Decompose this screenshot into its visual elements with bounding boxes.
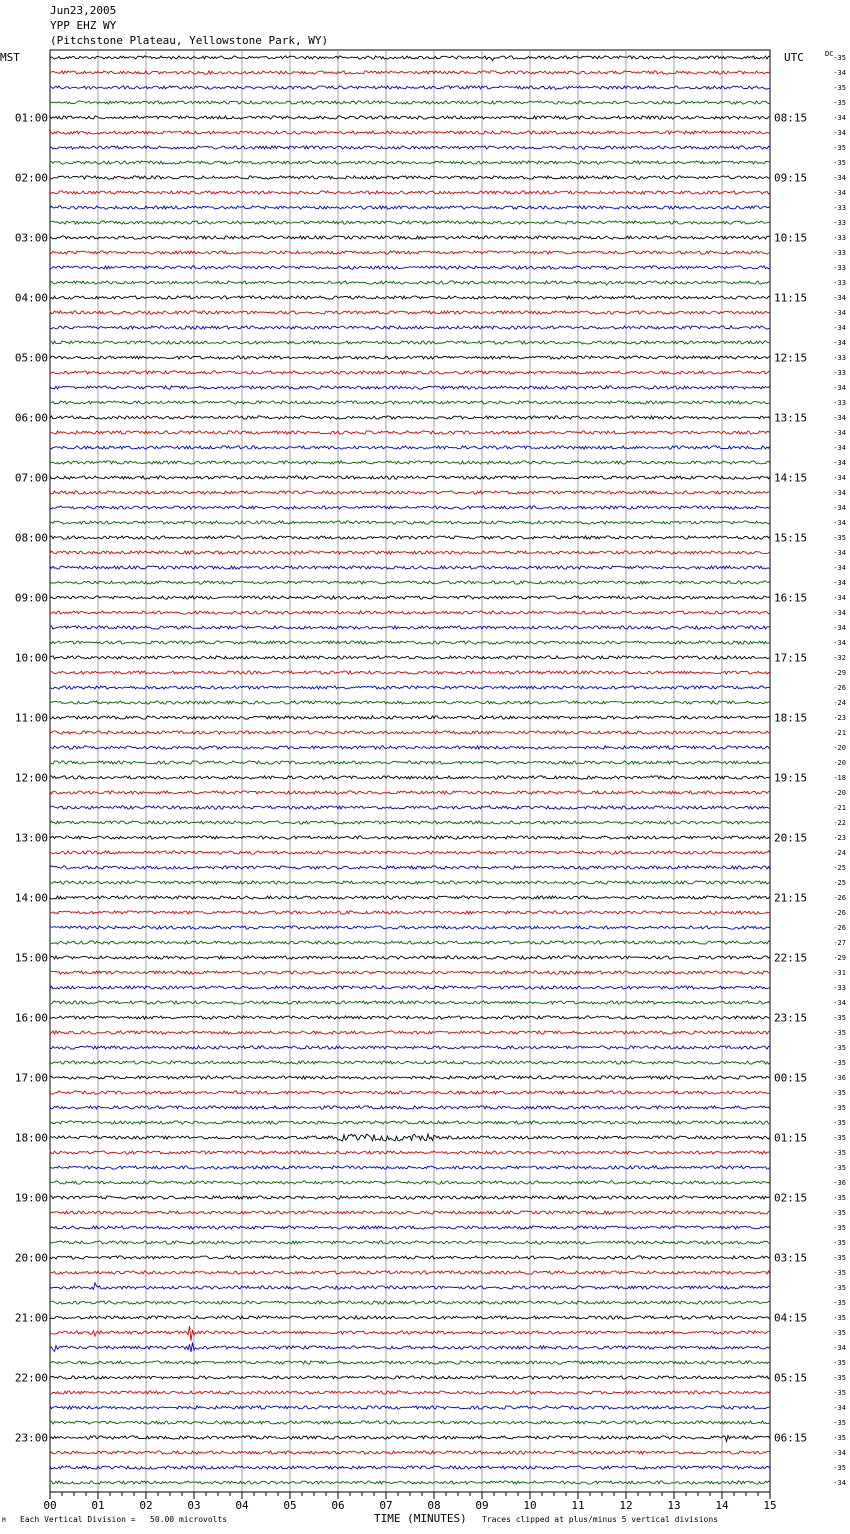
dc-offset-label: -24 xyxy=(833,849,846,857)
dc-offset-label: -33 xyxy=(833,369,846,377)
hour-label-left: 14:00 xyxy=(14,891,48,905)
dc-offset-label: -34 xyxy=(833,504,846,512)
trace-line xyxy=(50,191,770,194)
dc-offset-label: -34 xyxy=(833,69,846,77)
trace-line xyxy=(50,1326,770,1341)
dc-offset-label: -35 xyxy=(833,1374,846,1382)
dc-offset-label: -34 xyxy=(833,999,846,1007)
trace-line xyxy=(50,326,770,329)
dc-offset-label: -21 xyxy=(833,804,846,812)
dc-offset-label: -34 xyxy=(833,174,846,182)
dc-offset-label: -35 xyxy=(833,534,846,542)
dc-offset-label: -34 xyxy=(833,189,846,197)
dc-offset-label: -35 xyxy=(833,1089,846,1097)
hour-label-right: 02:15 xyxy=(774,1191,808,1205)
trace-line xyxy=(50,311,770,314)
trace-line xyxy=(50,1001,770,1004)
dc-offset-label: -32 xyxy=(833,654,846,662)
trace-line xyxy=(50,1226,770,1229)
hour-label-left: 07:00 xyxy=(14,471,48,485)
trace-line xyxy=(50,296,770,299)
trace-line xyxy=(50,1283,770,1289)
dc-offset-label: -35 xyxy=(833,159,846,167)
hour-label-left: 05:00 xyxy=(14,351,48,365)
clip-note: Traces clipped at plus/minus 5 vertical divisions xyxy=(482,1515,719,1524)
trace-line xyxy=(50,956,770,959)
trace-line xyxy=(50,866,770,869)
dc-offset-label: -34 xyxy=(833,474,846,482)
dc-offset-label: -34 xyxy=(833,564,846,572)
x-tick-label: 10 xyxy=(523,1499,537,1512)
hour-label-left: 23:00 xyxy=(14,1431,48,1445)
dc-offset-label: -34 xyxy=(833,609,846,617)
dc-offset-label: -20 xyxy=(833,789,846,797)
dc-offset-label: -33 xyxy=(833,249,846,257)
hour-label-right: 21:15 xyxy=(774,891,808,905)
dc-offset-label: -35 xyxy=(833,1329,846,1337)
hour-label-left: 10:00 xyxy=(14,651,48,665)
trace-line xyxy=(50,671,770,674)
dc-offset-label: -34 xyxy=(833,339,846,347)
hour-label-left: 03:00 xyxy=(14,231,48,245)
trace-line xyxy=(50,926,770,929)
dc-offset-label: -36 xyxy=(833,1179,846,1187)
trace-line xyxy=(50,1361,770,1364)
hour-label-right: 01:15 xyxy=(774,1131,808,1145)
trace-line xyxy=(50,431,770,434)
dc-offset-label: -25 xyxy=(833,864,846,872)
trace-line xyxy=(50,1181,770,1184)
dc-offset-label: -33 xyxy=(833,264,846,272)
trace-line xyxy=(50,776,770,779)
trace-line xyxy=(50,371,770,374)
scale-note: Each Vertical Division = 50.00 microvolts xyxy=(20,1515,228,1524)
dc-offset-label: -35 xyxy=(833,1224,846,1232)
dc-offset-label: -34 xyxy=(833,429,846,437)
dc-offset-label: -35 xyxy=(833,1284,846,1292)
dc-offset-label: -34 xyxy=(833,384,846,392)
dc-offset-label: -33 xyxy=(833,204,846,212)
trace-line xyxy=(50,1151,770,1154)
hour-label-left: 01:00 xyxy=(14,111,48,125)
trace-line xyxy=(50,116,770,119)
trace-line xyxy=(50,1256,770,1259)
dc-offset-header: DC xyxy=(825,50,834,58)
trace-line xyxy=(50,641,770,644)
dc-offset-label: -34 xyxy=(833,1404,846,1412)
trace-line xyxy=(50,1196,770,1199)
dc-offset-label: -27 xyxy=(833,939,846,947)
trace-line xyxy=(50,146,770,149)
dc-offset-label: -35 xyxy=(833,1119,846,1127)
dc-offset-label: -35 xyxy=(833,1254,846,1262)
x-tick-label: 08 xyxy=(427,1499,441,1512)
trace-line xyxy=(50,446,770,449)
trace-line xyxy=(50,461,770,464)
trace-line xyxy=(50,266,770,269)
dc-offset-label: -35 xyxy=(833,1044,846,1052)
trace-line xyxy=(50,1343,770,1352)
x-tick-label: 15 xyxy=(763,1499,777,1512)
plot-date: Jun23,2005 xyxy=(50,4,117,17)
hour-label-right: 10:15 xyxy=(774,231,808,245)
x-tick-label: 13 xyxy=(667,1499,681,1512)
dc-offset-label: -34 xyxy=(833,1479,846,1487)
dc-offset-label: -34 xyxy=(833,324,846,332)
hour-label-left: 11:00 xyxy=(14,711,48,725)
hour-label-left: 18:00 xyxy=(14,1131,48,1145)
dc-offset-label: -29 xyxy=(833,669,846,677)
trace-line xyxy=(50,686,770,689)
hour-label-left: 15:00 xyxy=(14,951,48,965)
trace-line xyxy=(50,821,770,824)
trace-line xyxy=(50,791,770,794)
dc-offset-label: -36 xyxy=(833,1074,846,1082)
dc-offset-label: -34 xyxy=(833,579,846,587)
hour-label-right: 04:15 xyxy=(774,1311,808,1325)
trace-line xyxy=(50,986,770,989)
hour-label-right: 08:15 xyxy=(774,111,808,125)
dc-offset-label: -35 xyxy=(833,99,846,107)
station-location: (Pitchstone Plateau, Yellowstone Park, WY) xyxy=(50,34,329,47)
dc-offset-label: -25 xyxy=(833,879,846,887)
dc-offset-label: -35 xyxy=(833,1014,846,1022)
trace-line xyxy=(50,746,770,749)
dc-offset-label: -29 xyxy=(833,954,846,962)
plot-frame xyxy=(50,50,770,1492)
hour-label-right: 05:15 xyxy=(774,1371,808,1385)
x-tick-label: 07 xyxy=(379,1499,393,1512)
dc-offset-label: -20 xyxy=(833,744,846,752)
hour-label-right: 20:15 xyxy=(774,831,808,845)
label-layer xyxy=(15,54,846,1512)
hour-label-right: 22:15 xyxy=(774,951,808,965)
dc-offset-label: -35 xyxy=(833,1419,846,1427)
x-tick-label: 00 xyxy=(43,1499,57,1512)
trace-line xyxy=(50,851,770,854)
dc-offset-label: -34 xyxy=(833,519,846,527)
hour-label-right: 00:15 xyxy=(774,1071,808,1085)
hour-label-right: 23:15 xyxy=(774,1011,808,1025)
dc-offset-label: -35 xyxy=(833,1194,846,1202)
trace-line xyxy=(50,521,770,524)
trace-line xyxy=(50,1134,770,1141)
hour-label-right: 19:15 xyxy=(774,771,808,785)
dc-offset-label: -35 xyxy=(833,1164,846,1172)
trace-line xyxy=(50,911,770,914)
dc-offset-label: -34 xyxy=(833,414,846,422)
dc-offset-label: -34 xyxy=(833,444,846,452)
trace-line xyxy=(50,1211,770,1214)
dc-offset-label: -34 xyxy=(833,1449,846,1457)
dc-offset-label: -35 xyxy=(833,1464,846,1472)
dc-offset-label: -22 xyxy=(833,819,846,827)
trace-line xyxy=(50,1271,770,1274)
hour-label-right: 17:15 xyxy=(774,651,808,665)
dc-offset-label: -33 xyxy=(833,354,846,362)
dc-offset-label: -26 xyxy=(833,909,846,917)
hour-label-right: 14:15 xyxy=(774,471,808,485)
x-tick-label: 02 xyxy=(139,1499,153,1512)
trace-line xyxy=(50,101,770,104)
trace-line xyxy=(50,1316,770,1319)
trace-line xyxy=(50,161,770,164)
trace-line xyxy=(50,251,770,254)
trace-line xyxy=(50,656,770,659)
x-axis-title: TIME (MINUTES) xyxy=(374,1512,467,1525)
dc-offset-label: -26 xyxy=(833,924,846,932)
right-timezone-label: UTC xyxy=(784,51,804,64)
dc-offset-label: -34 xyxy=(833,459,846,467)
hour-label-right: 16:15 xyxy=(774,591,808,605)
trace-line xyxy=(50,761,770,764)
hour-label-right: 06:15 xyxy=(774,1431,808,1445)
dc-offset-label: -35 xyxy=(833,1029,846,1037)
trace-line xyxy=(50,626,770,629)
x-tick-label: 03 xyxy=(187,1499,201,1512)
trace-line xyxy=(50,506,770,509)
hour-label-left: 04:00 xyxy=(14,291,48,305)
trace-line xyxy=(50,836,770,839)
x-tick-label: 05 xyxy=(283,1499,297,1512)
dc-offset-label: -35 xyxy=(833,54,846,62)
hour-label-right: 03:15 xyxy=(774,1251,808,1265)
trace-line xyxy=(50,1076,770,1079)
trace-line xyxy=(50,1466,770,1469)
dc-offset-label: -34 xyxy=(833,129,846,137)
station-code: YPP EHZ WY xyxy=(50,19,117,32)
hour-label-right: 09:15 xyxy=(774,171,808,185)
trace-line xyxy=(50,1421,770,1424)
hour-label-left: 19:00 xyxy=(14,1191,48,1205)
x-tick-label: 12 xyxy=(619,1499,633,1512)
dc-offset-label: -31 xyxy=(833,969,846,977)
trace-line xyxy=(50,71,770,74)
x-tick-label: 04 xyxy=(235,1499,249,1512)
hour-label-right: 13:15 xyxy=(774,411,808,425)
dc-offset-label: -23 xyxy=(833,714,846,722)
trace-line xyxy=(50,401,770,404)
trace-layer xyxy=(50,56,770,1484)
hour-label-left: 09:00 xyxy=(14,591,48,605)
hour-label-left: 16:00 xyxy=(14,1011,48,1025)
left-timezone-label: MST xyxy=(0,51,20,64)
trace-line xyxy=(50,341,770,344)
trace-line xyxy=(50,566,770,569)
hour-label-right: 15:15 xyxy=(774,531,808,545)
dc-offset-label: -33 xyxy=(833,279,846,287)
trace-line xyxy=(50,56,770,61)
dc-offset-label: -35 xyxy=(833,1434,846,1442)
trace-line xyxy=(50,1436,770,1442)
hour-label-left: 02:00 xyxy=(14,171,48,185)
x-tick-label: 14 xyxy=(715,1499,729,1512)
trace-line xyxy=(50,386,770,389)
trace-line xyxy=(50,536,770,539)
dc-offset-label: -18 xyxy=(833,774,846,782)
dc-offset-label: -34 xyxy=(833,549,846,557)
trace-line xyxy=(50,131,770,134)
trace-line xyxy=(50,941,770,944)
x-tick-label: 01 xyxy=(91,1499,105,1512)
dc-offset-label: -34 xyxy=(833,639,846,647)
trace-line xyxy=(50,176,770,179)
dc-offset-label: -35 xyxy=(833,1104,846,1112)
hour-label-left: 06:00 xyxy=(14,411,48,425)
trace-line xyxy=(50,236,770,239)
trace-line xyxy=(50,731,770,734)
trace-line xyxy=(50,551,770,554)
trace-line xyxy=(50,1106,770,1109)
hour-label-right: 18:15 xyxy=(774,711,808,725)
trace-line xyxy=(50,1061,770,1064)
trace-line xyxy=(50,491,770,494)
trace-line xyxy=(50,971,770,974)
corner-mark: M xyxy=(2,1517,6,1524)
trace-line xyxy=(50,896,770,899)
dc-offset-label: -34 xyxy=(833,489,846,497)
dc-offset-label: -35 xyxy=(833,1239,846,1247)
x-tick-label: 09 xyxy=(475,1499,489,1512)
dc-offset-label: -35 xyxy=(833,1059,846,1067)
hour-label-right: 11:15 xyxy=(774,291,808,305)
trace-line xyxy=(50,1166,770,1169)
hour-label-left: 20:00 xyxy=(14,1251,48,1265)
dc-offset-label: -24 xyxy=(833,699,846,707)
dc-offset-label: -35 xyxy=(833,1299,846,1307)
dc-offset-label: -35 xyxy=(833,1149,846,1157)
trace-line xyxy=(50,1016,770,1019)
trace-line xyxy=(50,1046,770,1049)
hour-label-left: 13:00 xyxy=(14,831,48,845)
trace-line xyxy=(50,221,770,224)
dc-offset-label: -34 xyxy=(833,294,846,302)
trace-line xyxy=(50,881,770,884)
trace-line xyxy=(50,281,770,285)
dc-offset-label: -20 xyxy=(833,759,846,767)
dc-offset-label: -23 xyxy=(833,834,846,842)
trace-line xyxy=(50,1451,770,1454)
x-tick-label: 11 xyxy=(571,1499,585,1512)
trace-line xyxy=(50,476,770,479)
trace-line xyxy=(50,356,770,359)
dc-offset-label: -33 xyxy=(833,984,846,992)
dc-offset-label: -26 xyxy=(833,894,846,902)
hour-label-left: 12:00 xyxy=(14,771,48,785)
dc-offset-label: -34 xyxy=(833,114,846,122)
trace-line xyxy=(50,581,770,584)
dc-offset-label: -35 xyxy=(833,1269,846,1277)
dc-offset-label: -34 xyxy=(833,624,846,632)
trace-line xyxy=(50,596,770,599)
trace-line xyxy=(50,206,770,209)
dc-offset-label: -35 xyxy=(833,1209,846,1217)
x-tick-label: 06 xyxy=(331,1499,345,1512)
dc-offset-label: -34 xyxy=(833,1344,846,1352)
hour-label-left: 22:00 xyxy=(14,1371,48,1385)
trace-line xyxy=(50,1091,770,1094)
trace-line xyxy=(50,1481,770,1484)
dc-offset-label: -35 xyxy=(833,84,846,92)
trace-line xyxy=(50,1391,770,1394)
dc-offset-label: -35 xyxy=(833,144,846,152)
dc-offset-label: -34 xyxy=(833,309,846,317)
dc-offset-label: -33 xyxy=(833,234,846,242)
trace-line xyxy=(50,701,770,704)
trace-line xyxy=(50,716,770,719)
dc-offset-label: -33 xyxy=(833,399,846,407)
trace-line xyxy=(50,416,770,419)
trace-line xyxy=(50,1376,770,1379)
trace-line xyxy=(50,1031,770,1034)
dc-offset-label: -35 xyxy=(833,1134,846,1142)
hour-label-right: 12:15 xyxy=(774,351,808,365)
dc-offset-label: -33 xyxy=(833,219,846,227)
trace-line xyxy=(50,1406,770,1409)
hour-label-left: 17:00 xyxy=(14,1071,48,1085)
dc-offset-label: -26 xyxy=(833,684,846,692)
hour-label-left: 21:00 xyxy=(14,1311,48,1325)
trace-line xyxy=(50,1241,770,1244)
trace-line xyxy=(50,1121,770,1124)
dc-offset-label: -35 xyxy=(833,1389,846,1397)
dc-offset-label: -21 xyxy=(833,729,846,737)
trace-line xyxy=(50,611,770,614)
hour-label-left: 08:00 xyxy=(14,531,48,545)
dc-offset-label: -35 xyxy=(833,1314,846,1322)
dc-offset-label: -35 xyxy=(833,1359,846,1367)
trace-line xyxy=(50,86,770,89)
trace-line xyxy=(50,806,770,809)
trace-line xyxy=(50,1301,770,1304)
dc-offset-label: -34 xyxy=(833,594,846,602)
